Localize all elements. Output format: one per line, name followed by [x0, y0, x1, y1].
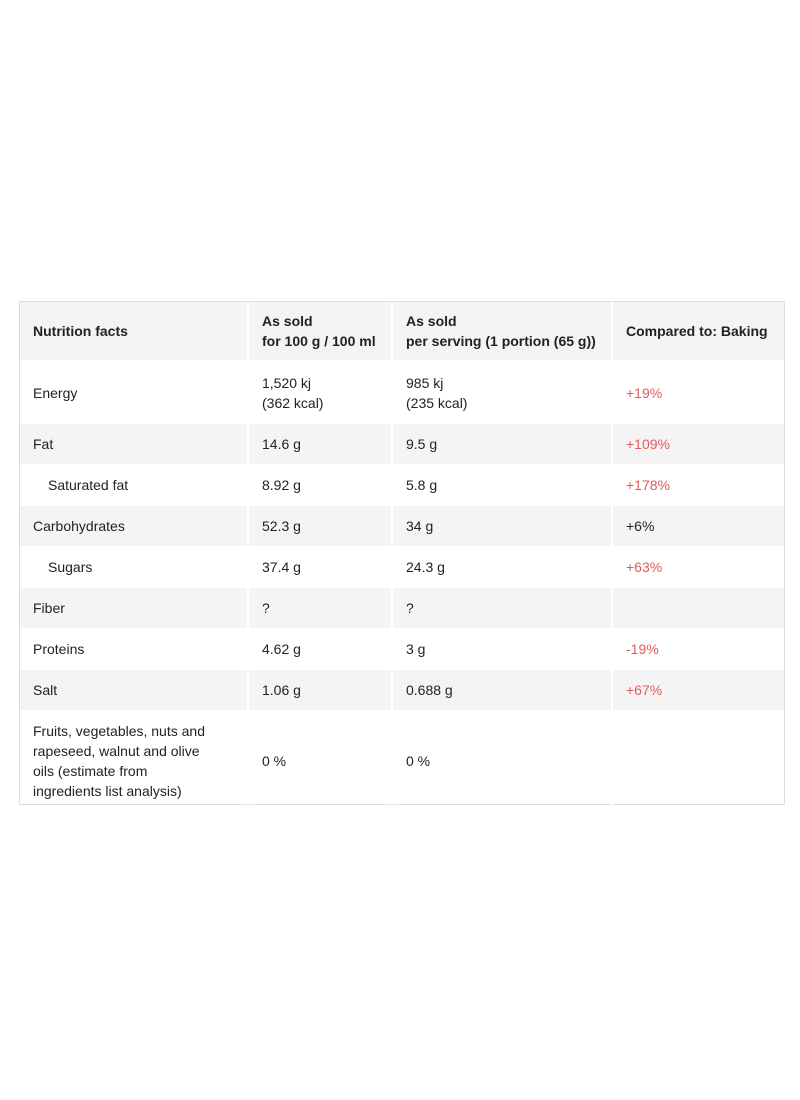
- nutrition-facts-table: [20, 302, 784, 811]
- row-saturated-fat-compare: +178%: [613, 465, 784, 506]
- header-per-100g-line1: As sold: [262, 313, 313, 329]
- table-row-carbohydrates: [20, 506, 784, 547]
- row-energy-name: Energy: [20, 362, 249, 424]
- row-fat-name: Fat: [20, 424, 249, 465]
- row-salt-name: Salt: [20, 670, 249, 711]
- row-carbohydrates-compare: +6%: [613, 506, 784, 547]
- row-fruits-vegetables-name: [20, 711, 249, 811]
- row-energy-per100: [249, 362, 393, 424]
- table-row-salt: [20, 670, 784, 711]
- row-energy-serving-kcal: (235 kcal): [406, 394, 468, 411]
- row-energy-serving: [393, 362, 613, 424]
- row-proteins-name: Proteins: [20, 629, 249, 670]
- table-row-sugars: [20, 547, 784, 588]
- row-fiber-serving: ?: [393, 588, 613, 629]
- header-per-serving-line1: As sold: [406, 313, 457, 329]
- row-fruits-vegetables-name-line1: Fruits, vegetables, nuts and: [33, 723, 205, 739]
- table-row-fat: [20, 424, 784, 465]
- row-proteins-serving: 3 g: [393, 629, 613, 670]
- header-per-100g-line2: for 100 g / 100 ml: [262, 333, 376, 349]
- header-per-100g: [249, 302, 393, 362]
- row-fiber-compare: [613, 588, 784, 629]
- table-row-fiber: [20, 588, 784, 629]
- row-fiber-per100: ?: [249, 588, 393, 629]
- row-carbohydrates-serving: 34 g: [393, 506, 613, 547]
- row-proteins-per100: 4.62 g: [249, 629, 393, 670]
- row-carbohydrates-name: Carbohydrates: [20, 506, 249, 547]
- row-salt-serving: 0.688 g: [393, 670, 613, 711]
- row-sugars-per100: 37.4 g: [249, 547, 393, 588]
- nutrition-facts-card: [19, 301, 785, 805]
- row-fat-compare: +109%: [613, 424, 784, 465]
- row-fruits-vegetables-name-line4: ingredients list analysis): [33, 783, 182, 799]
- row-fat-per100: 14.6 g: [249, 424, 393, 465]
- row-fruits-vegetables-serving: 0 %: [393, 711, 613, 811]
- row-fruits-vegetables-per100: 0 %: [249, 711, 393, 811]
- row-carbohydrates-per100: 52.3 g: [249, 506, 393, 547]
- header-compared-to: Compared to: Baking: [613, 302, 784, 362]
- row-energy-compare: +19%: [613, 362, 784, 424]
- row-saturated-fat-name: Saturated fat: [20, 465, 249, 506]
- row-sugars-serving: 24.3 g: [393, 547, 613, 588]
- table-row-saturated-fat: [20, 465, 784, 506]
- row-saturated-fat-serving: 5.8 g: [393, 465, 613, 506]
- table-row-proteins: [20, 629, 784, 670]
- row-energy-per100-kj: 1,520 kj: [262, 374, 312, 391]
- row-fiber-name: Fiber: [20, 588, 249, 629]
- row-proteins-compare: -19%: [613, 629, 784, 670]
- table-row-fruits-vegetables: [20, 711, 784, 811]
- header-per-serving-line2: per serving (1 portion (65 g)): [406, 333, 596, 349]
- row-salt-per100: 1.06 g: [249, 670, 393, 711]
- row-sugars-compare: +63%: [613, 547, 784, 588]
- row-sugars-name: Sugars: [20, 547, 249, 588]
- row-energy-serving-kj: 985 kj: [406, 374, 444, 391]
- row-salt-compare: +67%: [613, 670, 784, 711]
- row-fruits-vegetables-compare: [613, 711, 784, 811]
- table-row-energy: [20, 362, 784, 424]
- row-fruits-vegetables-name-line2: rapeseed, walnut and olive: [33, 743, 200, 759]
- header-nutrition-facts: Nutrition facts: [20, 302, 249, 362]
- row-saturated-fat-per100: 8.92 g: [249, 465, 393, 506]
- row-fat-serving: 9.5 g: [393, 424, 613, 465]
- table-header-row: [20, 302, 784, 362]
- row-energy-per100-kcal: (362 kcal): [262, 394, 324, 411]
- header-per-serving: [393, 302, 613, 362]
- row-fruits-vegetables-name-line3: oils (estimate from: [33, 763, 148, 779]
